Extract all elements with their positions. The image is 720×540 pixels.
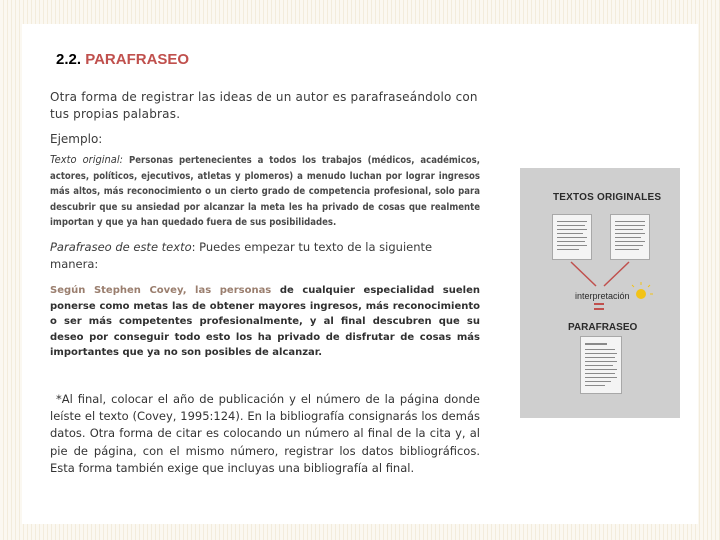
figure-heading: TEXTOS ORIGINALES (553, 192, 662, 203)
paraphrase-text: de cualquier especialidad suelen ponerse como metas las de obtener mayores ingresos, más reconocimiento o ser más competentes profesionalmente, y al final descubren que su deseo por conseguir todo esto los ha privado de disfrutar de cosas más importantes que ya no son posibles de alcanzar. (50, 284, 480, 359)
paraphrase-heading (50, 239, 480, 273)
original-text: Personas pertenecientes a todos los trabajos (médicos, académicos, actores, políticos, ejecutivos, atletas y plomeros) a menudo luchan por lograr ingresos más altos, más reconocimiento o un cierto grado de competencia profesional, solo para descubrir que su ansiedad por alcanzar la meta les ha privado de cosas que realmente importan y que ya han quedado fuera de sus posibilidades. (50, 155, 480, 229)
figure-interpretation: interpretación (575, 291, 630, 301)
paraphrase-figure (520, 168, 680, 418)
paraphrase-highlight: Según Stephen Covey, las personas (50, 284, 272, 296)
paraphrase-label: Parafraseo de este texto (50, 239, 192, 254)
original-label: Texto original (50, 153, 120, 166)
citation-note-text: *Al final, colocar el año de publicación y el número de la página donde leíste el texto (Covey, 1995:124). En la bibliografía consignarás los demás datos. Otra forma de citar es colocando un número al final de la cita y, al pie de página, con el mismo número, registrar los datos bibliográficos. Esta forma también exige que incluyas una bibliografía al final. (50, 391, 480, 475)
paraphrase-document (580, 336, 622, 394)
original-text-block (50, 152, 480, 231)
paraphrase-colon: : (191, 239, 200, 254)
figure-paraphrase-label: PARAFRASEO (568, 322, 638, 333)
section-number: 2.2. (56, 51, 82, 68)
original-label-colon: : (119, 153, 129, 166)
example-label: Ejemplo: (50, 132, 103, 146)
citation-note (50, 391, 480, 477)
paraphrase-lead: Puedes empezar tu texto de la siguiente manera: (50, 239, 433, 271)
paraphrase-block (50, 283, 480, 361)
intro-text: Otra forma de registrar las ideas de un autor es parafraseándolo con tus propias palabras. (50, 90, 478, 121)
section-title: PARAFRASEO (85, 51, 190, 68)
page-title (56, 51, 189, 68)
main-content (50, 89, 480, 477)
